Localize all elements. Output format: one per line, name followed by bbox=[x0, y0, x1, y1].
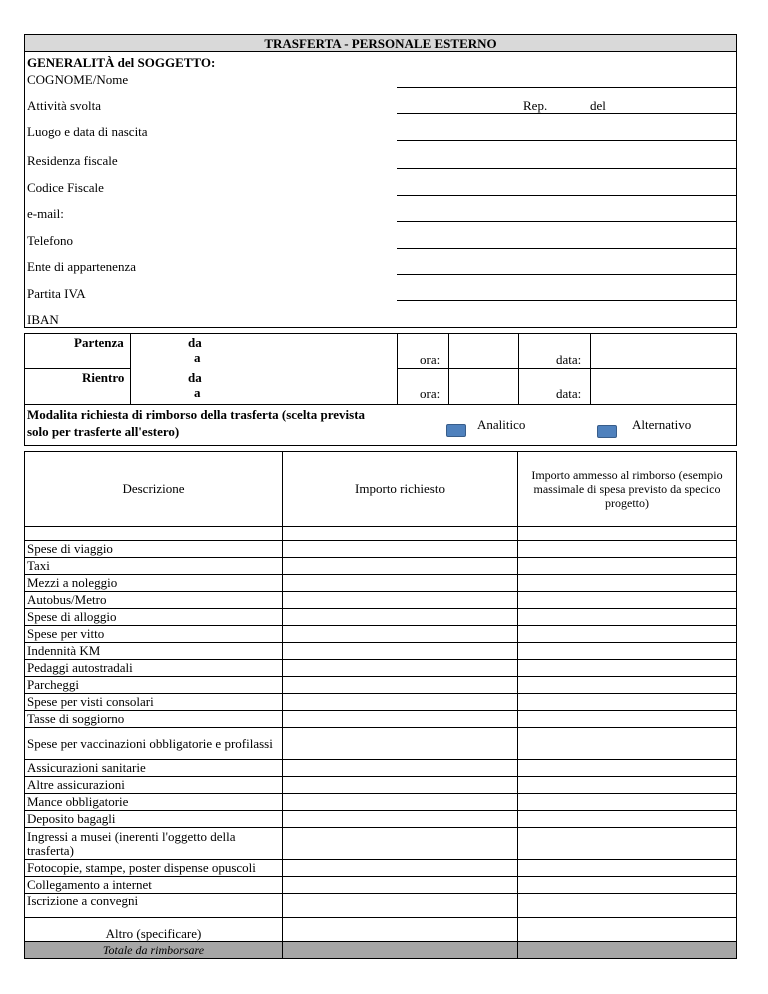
header-descrizione: Descrizione bbox=[25, 452, 283, 527]
row-descrizione: Deposito bagagli bbox=[25, 811, 283, 828]
header-importo-richiesto: Importo richiesto bbox=[283, 452, 518, 527]
row-importo-ammesso[interactable] bbox=[518, 558, 737, 575]
table-row bbox=[25, 609, 737, 626]
row-importo-richiesto[interactable] bbox=[283, 626, 518, 643]
row-importo-ammesso[interactable] bbox=[518, 575, 737, 592]
field-label-codice-fiscale: Codice Fiscale bbox=[27, 180, 104, 195]
row-descrizione: Ingressi a musei (inerenti l'oggetto della trasferta) bbox=[25, 828, 283, 860]
field-label-attivita: Attività svolta bbox=[27, 98, 102, 113]
row-importo-richiesto[interactable] bbox=[283, 694, 518, 711]
analitico-checkbox[interactable] bbox=[446, 424, 466, 437]
row-importo-ammesso[interactable] bbox=[518, 592, 737, 609]
field-label-ente: Ente di appartenenza bbox=[27, 259, 136, 274]
row-importo-richiesto[interactable] bbox=[283, 660, 518, 677]
table-row bbox=[25, 660, 737, 677]
row-importo-richiesto[interactable] bbox=[283, 711, 518, 728]
luogo-nascita-input[interactable] bbox=[397, 140, 737, 141]
row-importo-richiesto[interactable] bbox=[283, 777, 518, 794]
rientro-data-label: data: bbox=[556, 386, 582, 401]
row-importo-ammesso[interactable] bbox=[518, 794, 737, 811]
attivita-input[interactable] bbox=[397, 113, 737, 114]
row-descrizione: Spese di viaggio bbox=[25, 541, 283, 558]
row-importo-richiesto[interactable] bbox=[283, 728, 518, 760]
generalita-heading: GENERALITÀ del SOGGETTO: bbox=[27, 55, 216, 70]
row-descrizione: Mezzi a noleggio bbox=[25, 575, 283, 592]
row-importo-richiesto[interactable] bbox=[283, 575, 518, 592]
table-row bbox=[25, 794, 737, 811]
row-importo-richiesto[interactable] bbox=[283, 760, 518, 777]
row-importo-ammesso[interactable] bbox=[518, 877, 737, 894]
row-importo-ammesso[interactable] bbox=[518, 777, 737, 794]
alternativo-label: Alternativo bbox=[632, 417, 692, 432]
row-descrizione: Spese per vitto bbox=[25, 626, 283, 643]
row-descrizione: Parcheggi bbox=[25, 677, 283, 694]
field-label-residenza: Residenza fiscale bbox=[27, 153, 118, 168]
table-row bbox=[25, 575, 737, 592]
form-title: TRASFERTA - PERSONALE ESTERNO bbox=[24, 34, 737, 52]
table-row bbox=[25, 894, 737, 918]
totale-row bbox=[25, 942, 737, 959]
partenza-data-label: data: bbox=[556, 352, 582, 367]
row-importo-richiesto[interactable] bbox=[283, 558, 518, 575]
table-row bbox=[25, 677, 737, 694]
partenza-da-label: da bbox=[188, 335, 202, 350]
table-row bbox=[25, 728, 737, 760]
altro-row bbox=[25, 918, 737, 942]
row-importo-ammesso[interactable] bbox=[518, 609, 737, 626]
analitico-label: Analitico bbox=[477, 417, 526, 432]
partenza-ora-label: ora: bbox=[420, 352, 441, 367]
field-label-telefono: Telefono bbox=[27, 233, 74, 248]
del-label: del bbox=[590, 98, 606, 113]
rientro-label: Rientro bbox=[82, 370, 125, 385]
telefono-input[interactable] bbox=[397, 248, 737, 249]
row-importo-ammesso[interactable] bbox=[518, 541, 737, 558]
totale-label: Totale da rimborsare bbox=[25, 942, 283, 959]
row-importo-ammesso[interactable] bbox=[518, 894, 737, 918]
row-importo-ammesso[interactable] bbox=[518, 643, 737, 660]
row-importo-richiesto[interactable] bbox=[283, 828, 518, 860]
row-descrizione: Spese di alloggio bbox=[25, 609, 283, 626]
row-importo-richiesto[interactable] bbox=[283, 860, 518, 877]
table-row bbox=[25, 811, 737, 828]
row-importo-ammesso[interactable] bbox=[518, 728, 737, 760]
partita-iva-input[interactable] bbox=[397, 300, 737, 301]
row-descrizione: Mance obbligatorie bbox=[25, 794, 283, 811]
table-row bbox=[25, 860, 737, 877]
expense-table bbox=[24, 451, 737, 959]
row-importo-ammesso[interactable] bbox=[518, 677, 737, 694]
row-importo-richiesto[interactable] bbox=[283, 794, 518, 811]
field-label-luogo-nascita: Luogo e data di nascita bbox=[27, 124, 148, 139]
table-row bbox=[25, 828, 737, 860]
altro-importo-ammesso[interactable] bbox=[518, 918, 737, 942]
row-importo-richiesto[interactable] bbox=[283, 609, 518, 626]
row-descrizione: Collegamento a internet bbox=[25, 877, 283, 894]
row-descrizione: Pedaggi autostradali bbox=[25, 660, 283, 677]
row-descrizione: Spese per visti consolari bbox=[25, 694, 283, 711]
row-importo-ammesso[interactable] bbox=[518, 828, 737, 860]
row-importo-ammesso[interactable] bbox=[518, 694, 737, 711]
table-row bbox=[25, 777, 737, 794]
alternativo-checkbox[interactable] bbox=[597, 425, 617, 438]
row-descrizione: Autobus/Metro bbox=[25, 592, 283, 609]
partenza-label: Partenza bbox=[74, 335, 124, 350]
row-descrizione: Iscrizione a convegni bbox=[25, 894, 283, 918]
altro-label: Altro (specificare) bbox=[25, 918, 283, 942]
table-spacer-row bbox=[25, 527, 737, 541]
row-importo-ammesso[interactable] bbox=[518, 626, 737, 643]
table-row bbox=[25, 626, 737, 643]
table-row bbox=[25, 643, 737, 660]
ente-input[interactable] bbox=[397, 274, 737, 275]
field-label-partita-iva: Partita IVA bbox=[27, 286, 86, 301]
totale-importo-ammesso bbox=[518, 942, 737, 959]
table-row bbox=[25, 558, 737, 575]
table-header-row bbox=[25, 452, 737, 527]
field-label-email: e-mail: bbox=[27, 206, 64, 221]
row-descrizione: Taxi bbox=[25, 558, 283, 575]
row-importo-richiesto[interactable] bbox=[283, 592, 518, 609]
generalita-box bbox=[24, 51, 737, 328]
rientro-da-label: da bbox=[188, 370, 202, 385]
row-importo-ammesso[interactable] bbox=[518, 811, 737, 828]
row-descrizione: Altre assicurazioni bbox=[25, 777, 283, 794]
row-descrizione: Tasse di soggiorno bbox=[25, 711, 283, 728]
row-descrizione: Indennità KM bbox=[25, 643, 283, 660]
header-importo-ammesso bbox=[518, 452, 737, 527]
row-importo-richiesto[interactable] bbox=[283, 643, 518, 660]
header-importo-ammesso-text: Importo ammesso al rimborso (esempio massimale di spesa previsto da specico progetto) bbox=[531, 468, 723, 510]
row-descrizione: Spese per vaccinazioni obbligatorie e profilassi bbox=[25, 728, 283, 760]
row-importo-richiesto[interactable] bbox=[283, 877, 518, 894]
table-row bbox=[25, 694, 737, 711]
table-row bbox=[25, 541, 737, 558]
row-importo-ammesso[interactable] bbox=[518, 860, 737, 877]
partenza-a-label: a bbox=[194, 350, 201, 365]
email-input[interactable] bbox=[397, 221, 737, 222]
table-row bbox=[25, 711, 737, 728]
cognome-input[interactable] bbox=[397, 87, 737, 88]
row-importo-richiesto[interactable] bbox=[283, 811, 518, 828]
row-importo-richiesto[interactable] bbox=[283, 541, 518, 558]
rep-label: Rep. bbox=[523, 98, 548, 113]
altro-importo-richiesto[interactable] bbox=[283, 918, 518, 942]
modalita-label-2: solo per trasferte all'estero) bbox=[27, 424, 180, 439]
row-descrizione: Assicurazioni sanitarie bbox=[25, 760, 283, 777]
row-descrizione: Fotocopie, stampe, poster dispense opuscoli bbox=[25, 860, 283, 877]
field-label-cognome: COGNOME/Nome bbox=[27, 72, 129, 87]
table-row bbox=[25, 592, 737, 609]
residenza-input[interactable] bbox=[397, 168, 737, 169]
rientro-a-label: a bbox=[194, 385, 201, 400]
row-importo-ammesso[interactable] bbox=[518, 660, 737, 677]
row-importo-richiesto[interactable] bbox=[283, 677, 518, 694]
modalita-label-1: Modalita richiesta di rimborso della trasferta (scelta prevista bbox=[27, 407, 366, 422]
row-importo-richiesto[interactable] bbox=[283, 894, 518, 918]
row-importo-ammesso[interactable] bbox=[518, 711, 737, 728]
totale-importo-richiesto bbox=[283, 942, 518, 959]
codice-fiscale-input[interactable] bbox=[397, 195, 737, 196]
table-row bbox=[25, 877, 737, 894]
row-importo-ammesso[interactable] bbox=[518, 760, 737, 777]
field-label-iban: IBAN bbox=[27, 312, 59, 327]
rientro-ora-label: ora: bbox=[420, 386, 441, 401]
table-row bbox=[25, 760, 737, 777]
